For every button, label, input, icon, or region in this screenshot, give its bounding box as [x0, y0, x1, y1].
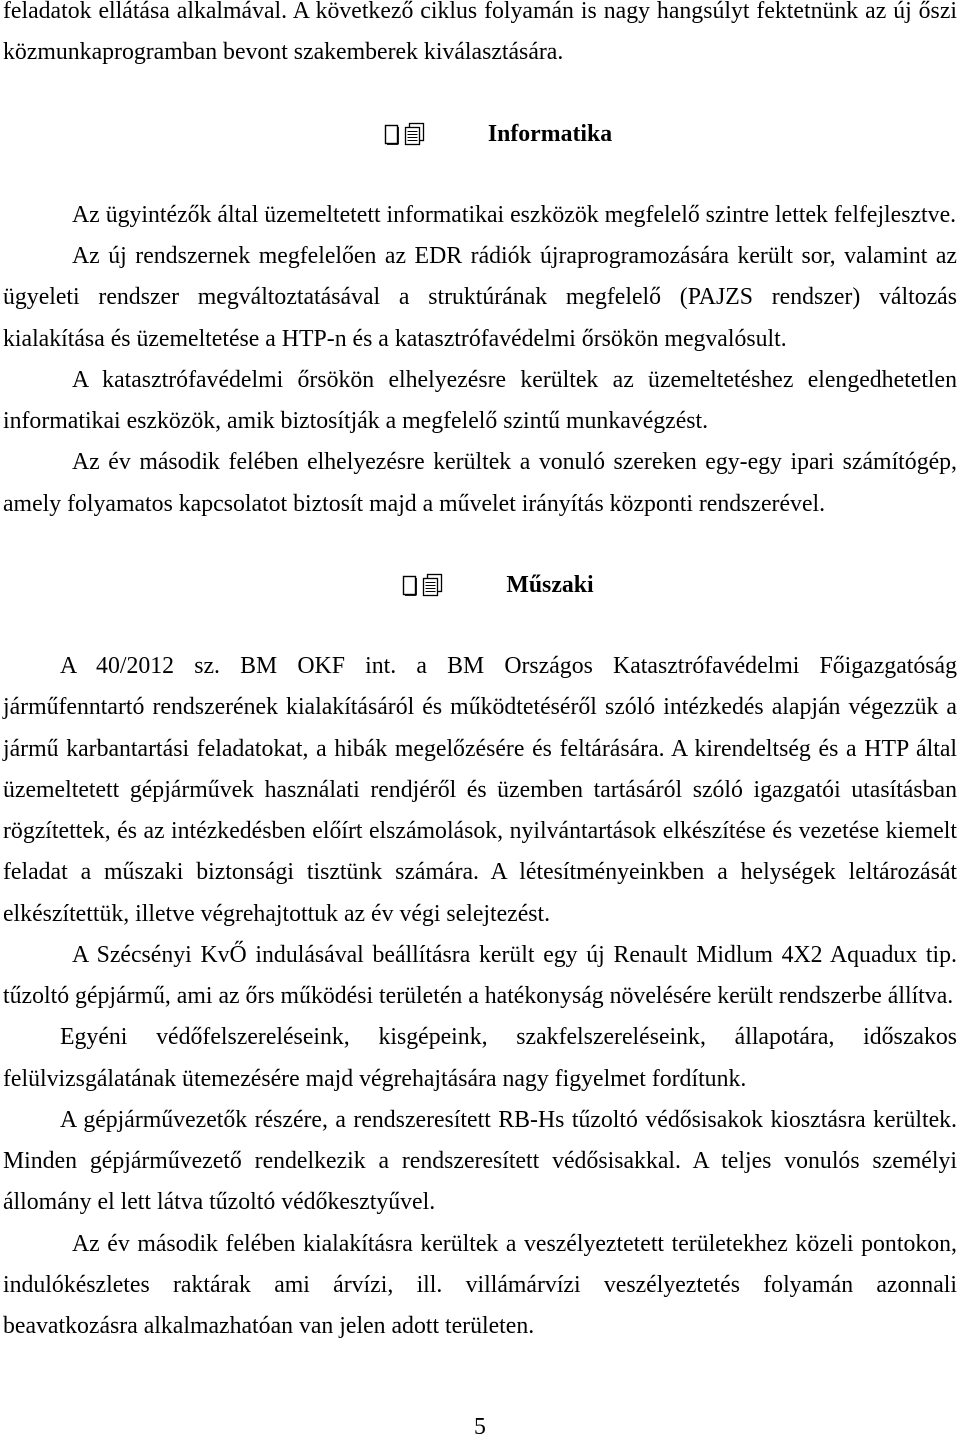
text-line: kialakítása és üzemeltetése a HTP-n és a katasztrófavédelmi őrsökön megvalósult. — [3, 325, 787, 352]
section-title: Informatika — [487, 120, 613, 147]
text-line: A gépjárművezetők részére, a rendszeresített RB-Hs tűzoltó védősisakok kiosztásra kerültek. — [60, 1106, 957, 1133]
text-line: informatikai eszközök, amik biztosítják a megfelelő szintű munkavégzést. — [3, 408, 709, 434]
paragraph-intro — [3, 0, 957, 74]
paragraph — [3, 360, 957, 443]
text-line: felülvizsgálatának ütemezésére majd végrehajtására nagy figyelmet fordítunk. — [3, 1065, 747, 1092]
text-line: üzemeltetett gépjárművek használati rendjéről és üzemben tartásáról szóló igazgatói utasításban — [3, 776, 957, 803]
text-line: Az ügyintézők által üzemeltetett informatikai eszközök megfelelő szintre lettek felfejlesztve. — [72, 201, 957, 228]
paragraph — [3, 1224, 957, 1348]
paragraph — [3, 646, 957, 935]
paragraph — [3, 236, 957, 360]
paragraph — [3, 1100, 957, 1224]
document-pages-icon — [402, 573, 444, 597]
text-line: járműfenntartó rendszerének kialakításáról és működtetéséről szóló intézkedés alapján végezzük a — [3, 694, 957, 721]
text-line: jármű karbantartási feladatokat, a hibák megelőzésére és feltárására. A kirendeltség és a HTP által — [3, 735, 957, 762]
text-line: feladatok ellátása alkalmával. A következő ciklus folyamán is nagy hangsúlyt fektetnünk az új őszi — [3, 0, 957, 24]
text-line: A Szécsényi KvŐ indulásával beállításra került egy új Renault Midlum 4X2 Aquadux tip. — [72, 941, 957, 968]
text-line: beavatkozásra alkalmazhatóan van jelen adott területen. — [3, 1313, 535, 1339]
text-line: indulókészletes raktárak ami árvízi, ill. villámárvízi veszélyeztetés folyamán azonnali — [3, 1271, 957, 1298]
paragraph — [3, 195, 957, 236]
text-line: közmunkaprogramban bevont szakemberek kiválasztására. — [3, 39, 564, 66]
text-line: Egyéni védőfelszereléseink, kisgépeink, szakfelszereléseink, állapotára, időszakos — [60, 1024, 957, 1051]
document-pages-icon — [384, 122, 426, 146]
text-line: feladat a műszaki biztonsági tisztünk számára. A létesítményeinkben a helységek leltározását — [3, 859, 957, 886]
text-line: elkészítettük, illetve végrehajtottuk az év végi selejtezést. — [3, 900, 551, 927]
section-title: Műszaki — [506, 571, 594, 598]
text-line: A katasztrófavédelmi őrsökön elhelyezésre kerültek az üzemeltetéshez elengedhetetlen — [72, 366, 957, 393]
section-heading-muszaki — [3, 565, 957, 606]
paragraph — [3, 935, 957, 1018]
text-line: Az év második felében elhelyezésre kerültek a vonuló szereken egy-egy ipari számítógép, — [72, 449, 957, 476]
text-line: Az év második felében kialakításra kerültek a veszélyeztetett területekhez közeli pontokon, — [72, 1230, 957, 1257]
document-body — [3, 0, 957, 1347]
text-line: ügyeleti rendszer megváltoztatásával a struktúrának megfelelő (PAJZS rendszer) változás — [3, 284, 957, 311]
text-line: amely folyamatos kapcsolatot biztosít majd a művelet irányítás központi rendszerével. — [3, 490, 826, 517]
paragraph — [3, 442, 957, 525]
paragraph — [3, 1017, 957, 1100]
text-line: rögzítettek, és az intézkedésben előírt elszámolások, nyilvántartások elkészítése és vezetése kiemelt — [3, 818, 957, 844]
section-heading-informatika — [3, 114, 957, 155]
text-line: Az új rendszernek megfelelően az EDR rádiók újraprogramozására került sor, valamint az — [72, 243, 957, 269]
text-line: Minden gépjárművezető rendelkezik a rendszeresített védősisakkal. A teljes vonulós személyi — [3, 1148, 957, 1174]
text-line: A 40/2012 sz. BM OKF int. a BM Országos Katasztrófavédelmi Főigazgatóság — [60, 653, 957, 679]
text-line: tűzoltó gépjármű, ami az őrs működési területén a hatékonyság növelésére került rendszerbe állítva. — [3, 983, 954, 1009]
text-line: állomány el lett látva tűzoltó védőkesztyűvel. — [3, 1189, 436, 1216]
page-number: 5 — [474, 1414, 486, 1440]
